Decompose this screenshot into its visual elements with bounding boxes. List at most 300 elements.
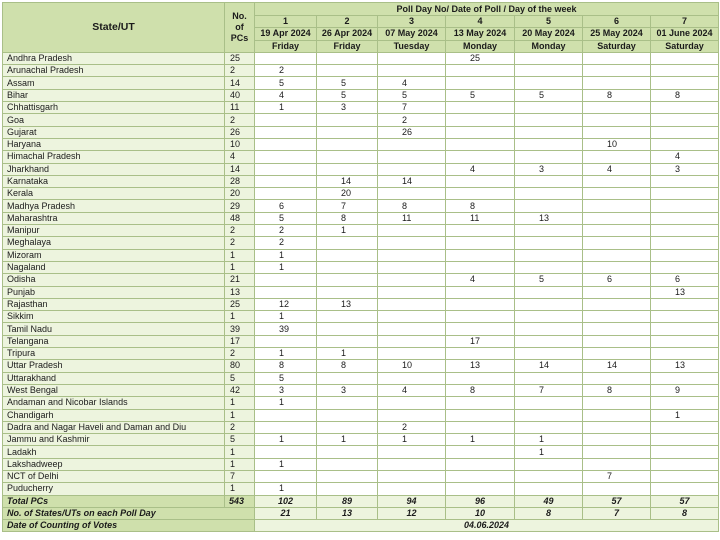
poll-schedule-panel [2, 2, 718, 532]
state-name: Himachal Pradesh [3, 151, 225, 163]
phase-seat-count [446, 261, 515, 273]
phase-seat-count [515, 151, 583, 163]
pcs-count: 1 [225, 409, 255, 421]
table-row [3, 114, 719, 126]
table-row [3, 409, 719, 421]
phase-seat-count [583, 335, 651, 347]
phase-seat-count [651, 458, 719, 470]
phase-seat-count [515, 372, 583, 384]
phase-seat-count: 5 [255, 372, 317, 384]
phase-date: 07 May 2024 [378, 28, 446, 40]
phase-seat-count [583, 261, 651, 273]
phase-seat-count [446, 286, 515, 298]
phase-seat-count: 13 [515, 212, 583, 224]
pcs-count: 29 [225, 200, 255, 212]
phase-number: 7 [651, 16, 719, 28]
phase-seat-count [378, 151, 446, 163]
pcs-count: 1 [225, 446, 255, 458]
phase-seat-count: 5 [317, 77, 378, 89]
pcs-count: 21 [225, 274, 255, 286]
phase-seat-count: 26 [378, 126, 446, 138]
phase-seat-count [378, 372, 446, 384]
state-name: Odisha [3, 274, 225, 286]
table-row [3, 138, 719, 150]
phase-seat-count: 1 [255, 311, 317, 323]
phase-number: 1 [255, 16, 317, 28]
phase-seat-count: 8 [317, 360, 378, 372]
phase-seat-count: 1 [255, 483, 317, 495]
phase-seat-count [378, 335, 446, 347]
pcs-count: 2 [225, 114, 255, 126]
phase-seat-count [651, 298, 719, 310]
phase-seat-count: 14 [317, 175, 378, 187]
phase-seat-count [446, 458, 515, 470]
phase-seat-count [515, 65, 583, 77]
table-row [3, 274, 719, 286]
phase-seat-count [583, 151, 651, 163]
phase-seat-count [317, 483, 378, 495]
phase-seat-count [651, 237, 719, 249]
table-row [3, 372, 719, 384]
phase-seat-count [446, 421, 515, 433]
pcs-count: 13 [225, 286, 255, 298]
state-name: Arunachal Pradesh [3, 65, 225, 77]
phase-seat-count: 1 [378, 434, 446, 446]
phase-seat-count [651, 188, 719, 200]
phase-seat-count [255, 126, 317, 138]
phase-seat-count [255, 446, 317, 458]
phase-seat-count: 5 [317, 89, 378, 101]
state-name: Kerala [3, 188, 225, 200]
phase-seat-count [583, 175, 651, 187]
phase-seat-count [651, 261, 719, 273]
table-row [3, 249, 719, 261]
pcs-count: 4 [225, 151, 255, 163]
phase-seat-count [446, 237, 515, 249]
state-name: Andaman and Nicobar Islands [3, 397, 225, 409]
phase-day: Tuesday [378, 40, 446, 52]
phase-seat-count [255, 274, 317, 286]
phase-seat-count [651, 434, 719, 446]
phase-seat-count: 7 [317, 200, 378, 212]
phase-seat-count [583, 102, 651, 114]
phase-seat-count [583, 212, 651, 224]
state-name: Uttar Pradesh [3, 360, 225, 372]
phase-seat-count: 25 [446, 52, 515, 64]
phase-seat-count [651, 52, 719, 64]
phase-day: Friday [317, 40, 378, 52]
counting-label: Date of Counting of Votes [3, 520, 255, 532]
phase-number: 4 [446, 16, 515, 28]
phase-seat-count [317, 274, 378, 286]
phase-seat-count [317, 163, 378, 175]
phase-seat-count [378, 311, 446, 323]
phase-seat-count [515, 335, 583, 347]
phase-seat-count [378, 323, 446, 335]
phase-seat-count [378, 65, 446, 77]
phase-states-count: 12 [378, 507, 446, 519]
phase-seat-count: 4 [378, 77, 446, 89]
phase-seat-count: 8 [583, 384, 651, 396]
phase-seat-count: 8 [378, 200, 446, 212]
phase-seat-count: 5 [378, 89, 446, 101]
pcs-count: 5 [225, 372, 255, 384]
phase-seat-count: 11 [446, 212, 515, 224]
phase-seat-count [446, 225, 515, 237]
state-name: Mizoram [3, 249, 225, 261]
phase-number: 2 [317, 16, 378, 28]
state-name: Haryana [3, 138, 225, 150]
phase-seat-count [515, 175, 583, 187]
state-name: Lakshadweep [3, 458, 225, 470]
phase-seat-count [583, 323, 651, 335]
phase-seat-count [515, 311, 583, 323]
state-name: Assam [3, 77, 225, 89]
table-row [3, 470, 719, 482]
table-row [3, 175, 719, 187]
phase-seat-count [317, 421, 378, 433]
table-row [3, 151, 719, 163]
phase-seat-count [317, 458, 378, 470]
phase-seat-count [583, 126, 651, 138]
phase-seat-count: 10 [583, 138, 651, 150]
phase-total: 102 [255, 495, 317, 507]
table-row [3, 335, 719, 347]
phase-seat-count [583, 225, 651, 237]
phase-seat-count [378, 225, 446, 237]
phase-states-count: 21 [255, 507, 317, 519]
total-row [3, 495, 719, 507]
phase-total: 57 [583, 495, 651, 507]
phase-seat-count [651, 446, 719, 458]
phase-seat-count: 1 [446, 434, 515, 446]
phase-number: 5 [515, 16, 583, 28]
phase-seat-count: 8 [446, 384, 515, 396]
phase-seat-count: 6 [583, 274, 651, 286]
table-row [3, 188, 719, 200]
phase-seat-count [515, 138, 583, 150]
table-header [3, 3, 719, 53]
table-row [3, 298, 719, 310]
phase-states-count: 8 [515, 507, 583, 519]
phase-seat-count: 14 [378, 175, 446, 187]
state-name: Rajasthan [3, 298, 225, 310]
pcs-count: 2 [225, 65, 255, 77]
phase-seat-count [446, 151, 515, 163]
phase-day: Monday [515, 40, 583, 52]
pcs-count: 1 [225, 311, 255, 323]
phase-seat-count [317, 311, 378, 323]
phase-seat-count [255, 188, 317, 200]
phase-seat-count [446, 65, 515, 77]
phase-seat-count: 7 [515, 384, 583, 396]
pcs-count: 39 [225, 323, 255, 335]
phase-seat-count [446, 102, 515, 114]
state-name: Chhattisgarh [3, 102, 225, 114]
phase-seat-count: 1 [317, 225, 378, 237]
table-row [3, 77, 719, 89]
phase-total: 94 [378, 495, 446, 507]
pcs-count: 2 [225, 237, 255, 249]
phase-seat-count [583, 434, 651, 446]
phase-seat-count [583, 409, 651, 421]
phase-seat-count [651, 126, 719, 138]
table-row [3, 65, 719, 77]
phase-seat-count [446, 175, 515, 187]
table-row [3, 237, 719, 249]
phase-seat-count: 1 [515, 434, 583, 446]
phase-seat-count [583, 188, 651, 200]
phase-seat-count: 6 [255, 200, 317, 212]
phase-states-count: 10 [446, 507, 515, 519]
phase-number: 6 [583, 16, 651, 28]
state-name: Sikkim [3, 311, 225, 323]
phase-seat-count [378, 470, 446, 482]
phase-seat-count [446, 77, 515, 89]
phase-seat-count: 5 [255, 77, 317, 89]
phase-total: 49 [515, 495, 583, 507]
phase-seat-count [583, 483, 651, 495]
phase-seat-count [317, 372, 378, 384]
state-name: Chandigarh [3, 409, 225, 421]
total-pcs: 543 [225, 495, 255, 507]
phase-seat-count [446, 114, 515, 126]
phase-seat-count: 1 [255, 348, 317, 360]
phase-seat-count [515, 237, 583, 249]
phase-seat-count [583, 298, 651, 310]
phase-seat-count [446, 188, 515, 200]
state-name: Tamil Nadu [3, 323, 225, 335]
phase-seat-count: 3 [317, 384, 378, 396]
state-column-header: State/UT [3, 3, 225, 53]
phase-seat-count: 1 [651, 409, 719, 421]
phase-seat-count [651, 249, 719, 261]
phase-seat-count [515, 348, 583, 360]
state-name: Jammu and Kashmir [3, 434, 225, 446]
phase-seat-count [651, 348, 719, 360]
states-count-row [3, 507, 719, 519]
state-name: NCT of Delhi [3, 470, 225, 482]
pcs-count: 1 [225, 397, 255, 409]
phase-seat-count: 1 [317, 434, 378, 446]
phase-seat-count: 1 [255, 434, 317, 446]
phase-seat-count [583, 446, 651, 458]
phase-seat-count [651, 77, 719, 89]
table-row [3, 311, 719, 323]
phase-seat-count [515, 188, 583, 200]
state-name: Telangana [3, 335, 225, 347]
table-row [3, 163, 719, 175]
phase-seat-count: 4 [583, 163, 651, 175]
phase-seat-count [446, 249, 515, 261]
phase-seat-count [378, 237, 446, 249]
phase-seat-count [317, 237, 378, 249]
pcs-header-line2: of [235, 21, 244, 32]
phase-seat-count: 13 [446, 360, 515, 372]
table-row [3, 397, 719, 409]
state-name: Uttarakhand [3, 372, 225, 384]
table-row [3, 348, 719, 360]
phase-day: Saturday [583, 40, 651, 52]
phase-seat-count: 11 [378, 212, 446, 224]
state-name: Maharashtra [3, 212, 225, 224]
phase-seat-count: 4 [651, 151, 719, 163]
state-name: Tripura [3, 348, 225, 360]
phase-seat-count [515, 225, 583, 237]
state-name: Meghalaya [3, 237, 225, 249]
phase-seat-count [583, 421, 651, 433]
counting-row [3, 520, 719, 532]
phase-seat-count [583, 237, 651, 249]
phase-seat-count [651, 397, 719, 409]
states-count-label: No. of States/UTs on each Poll Day [3, 507, 255, 519]
phase-seat-count [255, 52, 317, 64]
table-row [3, 286, 719, 298]
phase-seat-count [446, 446, 515, 458]
table-row [3, 261, 719, 273]
pcs-count: 48 [225, 212, 255, 224]
phase-seat-count: 1 [255, 397, 317, 409]
phase-seat-count: 1 [255, 261, 317, 273]
phase-seat-count [651, 138, 719, 150]
phase-seat-count: 4 [446, 163, 515, 175]
phase-seat-count [583, 52, 651, 64]
phase-day: Friday [255, 40, 317, 52]
phase-seat-count: 2 [378, 421, 446, 433]
phase-seat-count [651, 175, 719, 187]
phase-total: 57 [651, 495, 719, 507]
phase-seat-count [317, 261, 378, 273]
phase-seat-count [446, 409, 515, 421]
pcs-count: 2 [225, 348, 255, 360]
phase-seat-count: 4 [255, 89, 317, 101]
phase-seat-count [515, 458, 583, 470]
pcs-count: 40 [225, 89, 255, 101]
phase-states-count: 13 [317, 507, 378, 519]
phase-seat-count: 1 [255, 249, 317, 261]
pcs-count: 2 [225, 421, 255, 433]
table-row [3, 446, 719, 458]
poll-schedule-table [2, 2, 719, 532]
phase-seat-count [651, 65, 719, 77]
phase-seat-count [378, 52, 446, 64]
phase-seat-count [446, 126, 515, 138]
phase-seat-count: 14 [583, 360, 651, 372]
phase-seat-count [583, 397, 651, 409]
pcs-count: 25 [225, 298, 255, 310]
phase-seat-count [651, 114, 719, 126]
table-row [3, 483, 719, 495]
phase-seat-count [651, 212, 719, 224]
phase-seat-count [317, 65, 378, 77]
phase-date: 13 May 2024 [446, 28, 515, 40]
phase-seat-count [446, 372, 515, 384]
phase-total: 89 [317, 495, 378, 507]
phase-seat-count [317, 323, 378, 335]
pcs-count: 10 [225, 138, 255, 150]
table-row [3, 89, 719, 101]
pcs-count: 1 [225, 261, 255, 273]
phase-seat-count [255, 163, 317, 175]
phase-seat-count: 3 [651, 163, 719, 175]
phase-seat-count [515, 409, 583, 421]
phase-seat-count: 7 [378, 102, 446, 114]
pcs-count: 7 [225, 470, 255, 482]
state-name: Goa [3, 114, 225, 126]
phase-seat-count [378, 249, 446, 261]
phase-seat-count [317, 126, 378, 138]
phase-seat-count: 8 [651, 89, 719, 101]
phase-seat-count: 4 [446, 274, 515, 286]
phase-seat-count: 6 [651, 274, 719, 286]
state-name: Puducherry [3, 483, 225, 495]
table-row [3, 384, 719, 396]
phase-date: 01 June 2024 [651, 28, 719, 40]
pcs-count: 20 [225, 188, 255, 200]
phase-seat-count [651, 102, 719, 114]
phase-seat-count [515, 200, 583, 212]
phase-seat-count: 39 [255, 323, 317, 335]
pcs-count: 14 [225, 77, 255, 89]
phase-seat-count [317, 138, 378, 150]
phase-seat-count [378, 397, 446, 409]
phase-seat-count [378, 274, 446, 286]
phase-seat-count: 1 [515, 446, 583, 458]
phase-seat-count [651, 200, 719, 212]
phase-seat-count: 17 [446, 335, 515, 347]
phase-seat-count [651, 483, 719, 495]
state-name: Nagaland [3, 261, 225, 273]
table-row [3, 360, 719, 372]
phase-seat-count [378, 286, 446, 298]
phase-seat-count: 7 [583, 470, 651, 482]
phase-number: 3 [378, 16, 446, 28]
state-name: Punjab [3, 286, 225, 298]
pcs-count: 5 [225, 434, 255, 446]
state-name: West Bengal [3, 384, 225, 396]
phase-seat-count [378, 446, 446, 458]
phase-seat-count: 12 [255, 298, 317, 310]
phase-seat-count: 1 [255, 458, 317, 470]
table-row [3, 434, 719, 446]
pcs-count: 14 [225, 163, 255, 175]
phase-seat-count [317, 397, 378, 409]
phase-seat-count [317, 249, 378, 261]
phase-states-count: 7 [583, 507, 651, 519]
pcs-count: 1 [225, 249, 255, 261]
table-row [3, 102, 719, 114]
phase-seat-count [583, 348, 651, 360]
phase-seat-count [515, 298, 583, 310]
phase-seat-count [255, 175, 317, 187]
phase-seat-count [317, 470, 378, 482]
phase-seat-count: 1 [317, 348, 378, 360]
phase-seat-count [651, 335, 719, 347]
state-name: Dadra and Nagar Haveli and Daman and Diu [3, 421, 225, 433]
pcs-count: 42 [225, 384, 255, 396]
phase-seat-count [651, 225, 719, 237]
phase-seat-count [446, 348, 515, 360]
phase-seat-count: 13 [317, 298, 378, 310]
phase-seat-count: 13 [651, 360, 719, 372]
phase-seat-count [583, 458, 651, 470]
state-name: Andhra Pradesh [3, 52, 225, 64]
state-name: Jharkhand [3, 163, 225, 175]
phase-date: 25 May 2024 [583, 28, 651, 40]
phase-seat-count: 8 [255, 360, 317, 372]
pcs-column-header [225, 3, 255, 53]
phase-seat-count [378, 409, 446, 421]
